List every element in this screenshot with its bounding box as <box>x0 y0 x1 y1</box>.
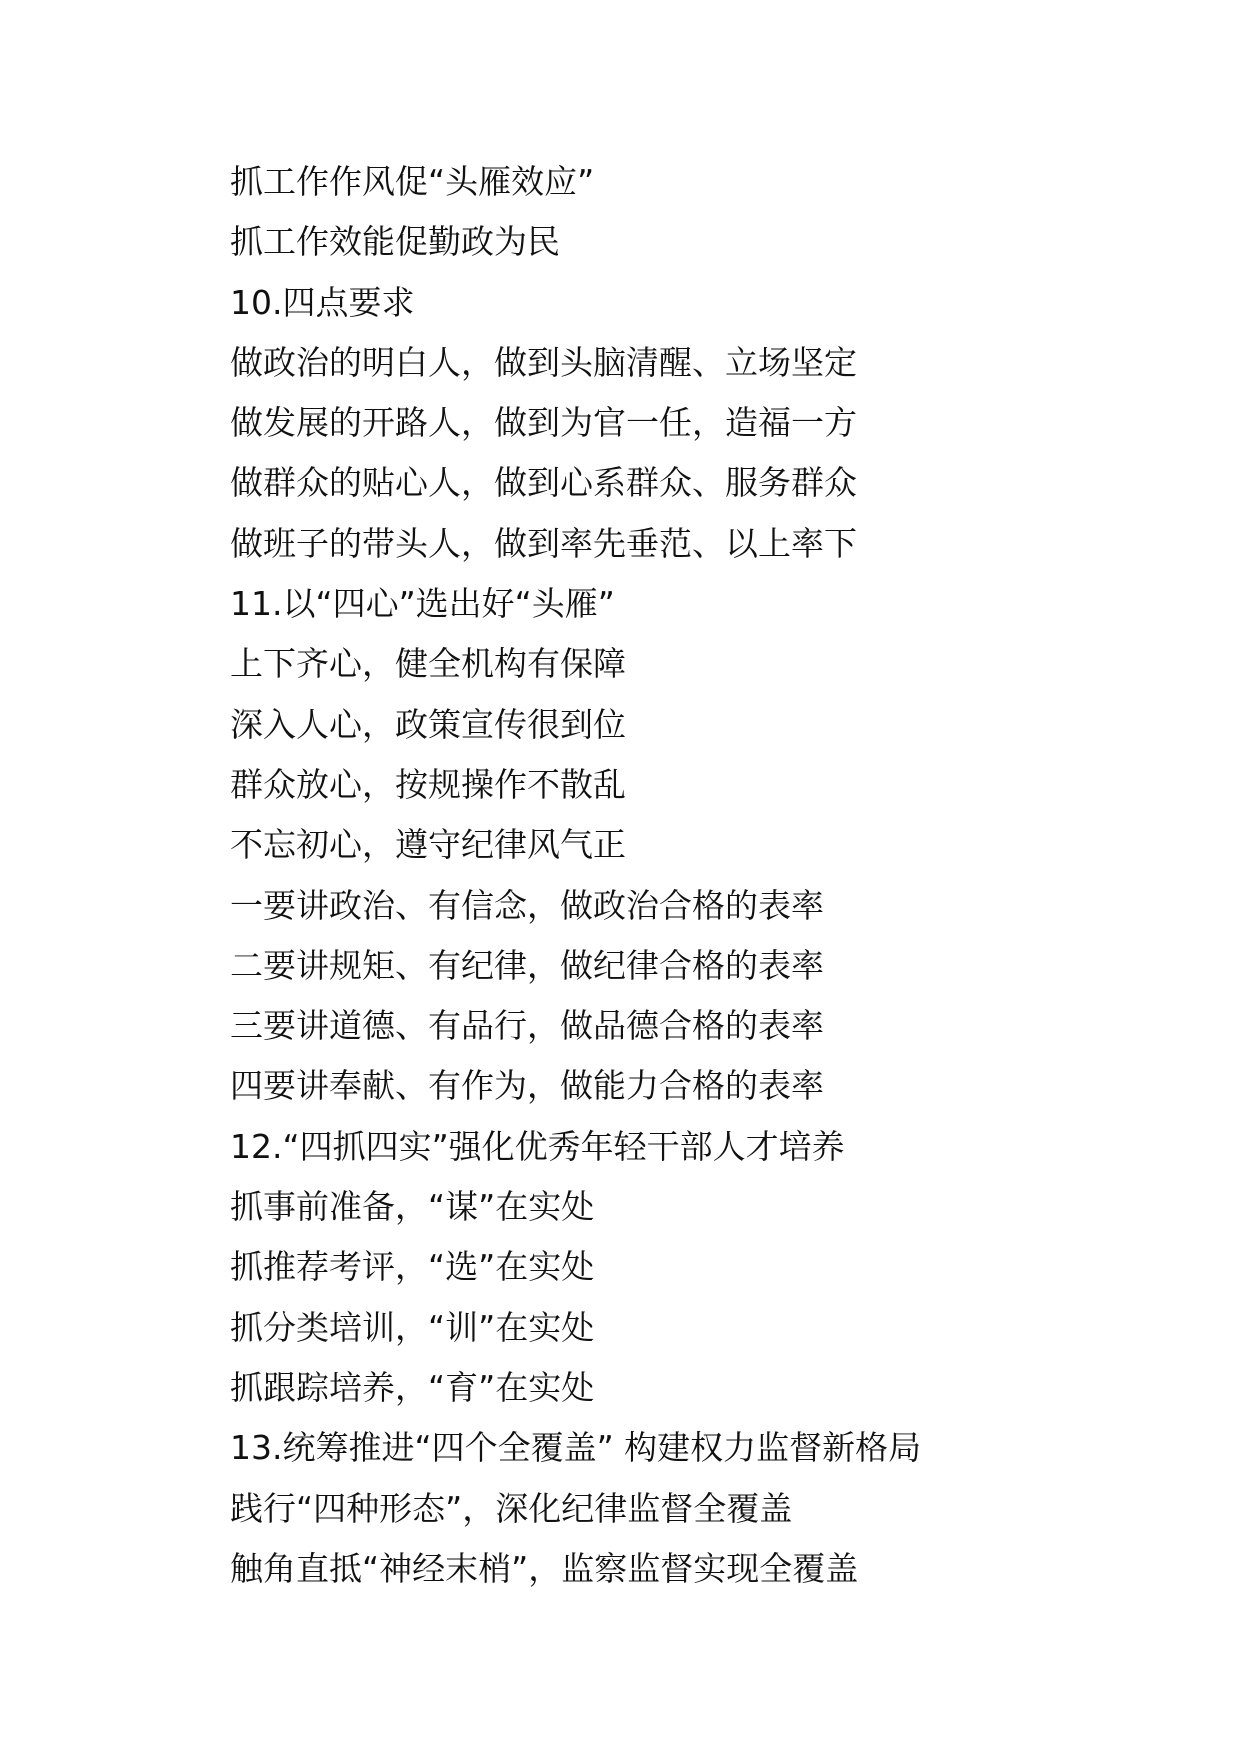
text-line: 群众放心，按规操作不散乱 <box>230 764 626 804</box>
text-line: 抓工作作风促“头雁效应” <box>230 162 595 201</box>
text-line: 践行“四种形态”，深化纪律监督全覆盖 <box>230 1488 793 1528</box>
text-line: 上下齐心，健全机构有保障 <box>230 644 626 684</box>
text-line: 做群众的贴心人，做到心系群众、服务群众 <box>230 463 857 503</box>
text-line: 抓跟踪培养，“育”在实处 <box>230 1367 595 1407</box>
document-body <box>230 152 1130 1599</box>
text-line: 抓事前准备，“谋”在实处 <box>230 1187 595 1227</box>
text-line: 做政治的明白人，做到头脑清醒、立场坚定 <box>230 342 857 382</box>
text-line: 抓工作效能促勤政为民 <box>230 222 560 262</box>
section-heading: 10.四点要求 <box>230 282 415 322</box>
section-heading: 12.“四抓四实”强化优秀年轻干部人才培养 <box>230 1126 845 1166</box>
text-line: 三要讲道德、有品行，做品德合格的表率 <box>230 1006 824 1046</box>
text-line: 四要讲奉献、有作为，做能力合格的表率 <box>230 1066 824 1106</box>
section-heading: 11.以“四心”选出好“头雁” <box>230 584 615 624</box>
text-line: 深入人心，政策宣传很到位 <box>230 704 626 744</box>
text-line: 不忘初心，遵守纪律风气正 <box>230 825 626 865</box>
text-line: 抓推荐考评，“选”在实处 <box>230 1247 595 1287</box>
text-line: 一要讲政治、有信念，做政治合格的表率 <box>230 885 824 925</box>
text-line: 抓分类培训，“训”在实处 <box>230 1307 595 1347</box>
section-heading: 13.统筹推进“四个全覆盖” 构建权力监督新格局 <box>230 1428 922 1468</box>
text-line: 做发展的开路人，做到为官一任，造福一方 <box>230 403 857 443</box>
text-line: 二要讲规矩、有纪律，做纪律合格的表率 <box>230 945 824 985</box>
text-line: 触角直抵“神经末梢”，监察监督实现全覆盖 <box>230 1548 859 1588</box>
text-line: 做班子的带头人，做到率先垂范、以上率下 <box>230 523 857 563</box>
